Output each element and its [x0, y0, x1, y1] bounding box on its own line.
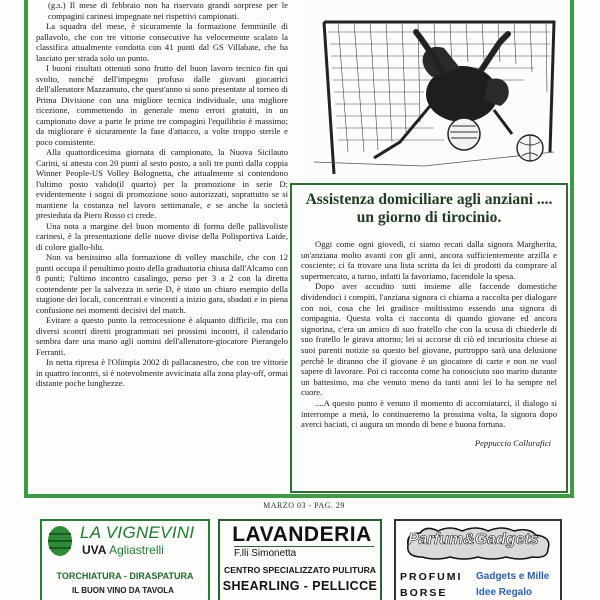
ad-lavanderia: [218, 519, 382, 600]
page-frame-left: [24, 0, 28, 498]
article-paragraph: (g.s.) Il mese di febbraio non ha riservato grandi sorprese per le compagini carinesi impegnate nei rispettivi campionati.: [48, 0, 288, 21]
ad-logo-text: [408, 531, 539, 549]
page-frame-right: [570, 0, 574, 498]
logo-ampersand: &: [463, 531, 475, 548]
elderly-care-article: [290, 183, 568, 493]
article-paragraph: La squadra del mese, è sicuramente la formazione femminile di pallavolo, che con tre vittorie consecutive ha velocemente scalato la classifica attualmente condotta con 41 punti dal GS Villabate, che ha lasciato per strada solo un punto.: [36, 21, 288, 63]
barrel-icon: [46, 525, 74, 557]
cartoon-illustration: [304, 2, 562, 178]
ad-item: Gadgets e Mille: [476, 571, 550, 582]
page-frame-bottom: [24, 494, 574, 498]
article-paragraph: Oggi come ogni giovedì, ci siamo recati dalla signora Margherita, un'anziana molto avanti con gli anni, ancora sufficientemente arzilla e cosciente; ci fa trovare una lista scritta da lei di prodotti da comprare al supermercato, a turno, infatti la favoriamo, facendole la spesa.: [301, 239, 557, 281]
ad-subtitle: [82, 543, 164, 557]
ad-services: TORCHIATURA - DIRASPATURA: [56, 571, 194, 581]
ad-tagline: IL BUON VINO DA TAVOLA: [72, 586, 174, 595]
divider: [234, 546, 374, 547]
ad-line-1: CENTRO SPECIALIZZATO PULITURA: [224, 565, 376, 575]
article-paragraph: I buoni risultati ottenuti sono frutto del buon lavoro tecnico fin qui svolto, nonché dell'impegno profuso dalle giovani giocatrici dell'allenatore Mazzamuto, che quest'anno si sono presentate al torneo di Prima Divisione con una migliore tecnica individuale, una migliore ricezione, commettendo in generale meno errori gratuiti, in un campionato dove a parte le prime tre compagini l'equilibrio è massimo; da migliorare è sicuramente la fase d'attacco, a volte troppo sterile e poco consistente.: [36, 63, 288, 147]
ad-uva: UVA: [82, 543, 107, 557]
article-paragraph: Evitare a questo punto la retrocessione è alquanto difficile, ma con diversi scontri diretti programmati nei prossimi incontri, il calendario sembra dare una mano agli uomini dell'allenatore-giocatore Pierangelo Ferranti.: [36, 315, 288, 357]
logo-parfum: Parfum: [408, 531, 464, 548]
ad-right-list: [476, 569, 549, 600]
article-paragraph: Non va benissimo alla formazione di volley maschile, che con 12 punti occupa il penultimo posto della graduatoria chiusa dall'Alcamo con 8 punti; l'ultimo incontro casalingo, perso per 3 a 2 con la diretta contendente per la salvezza in serie D, è stato un chiaro esempio della stagione dei locali, concentrati e vincenti a inizio gara, sbadati e in piena confusione nei momenti decisivi del match.: [36, 252, 288, 315]
article-paragraph: Una nota a margine del buon momento di forma delle pallavoliste carinesi, è la presentazione delle nuove divise della Polisportiva Laide, di colore giallo-blu.: [36, 220, 288, 252]
article-paragraph: ....A questo punto è venuto il momento di accomiatarci, il dialogo si interrompe a metà, lo continueremo la prossima volta, la signora dopo averci baciati, ci augura un mondo di bene e buona fortuna.: [301, 397, 557, 430]
article-paragraph: In netta ripresa è l'Olimpia 2002 di pallacanestro, che con tre vittorie in quattro incontri, si è notevolmente avvicinata alla zona play-off, ormai distante poche lunghezze.: [36, 357, 288, 388]
article-author: Peppuccio Collurafici: [474, 437, 551, 448]
article-paragraph: Alla quattordicesima giornata di campionato, la Nuova Sicilauto Carini, si attesta con 20 punti al sesto posto, a soli tre punti dalla coppia Winner People-US Volley Bolognetta, che attualmente si contendono l'ultimo posto valido(il quarto) per la promozione in serie D; evidentemente i sogni di promozione sono autorizzati, soprattutto se si mantiene la costanza nel lavoro settimanale, e se anche la società presieduta da Piero Rosso ci crede.: [36, 147, 288, 220]
ad-item: BORSE: [400, 587, 448, 599]
sports-article: [36, 0, 288, 493]
article-body: [301, 239, 557, 430]
logo-gadgets: Gadgets: [474, 531, 539, 548]
ad-left-list: [400, 569, 462, 600]
ad-parfum-gadgets: [394, 519, 562, 600]
ad-place: Agliastrelli: [109, 543, 164, 557]
ad-title: LA VIGNEVINI: [80, 523, 195, 542]
ad-title: LAVANDERIA: [232, 523, 372, 546]
ad-la-vignevini: [40, 519, 210, 600]
article-title: Assistenza domiciliare agli anziani .... un giorno di tirocinio.: [305, 191, 553, 226]
ad-item: Idee Regalo: [476, 587, 533, 598]
ad-item: PROFUMI: [400, 571, 463, 583]
article-paragraph: Dopo aver accudito tutti insieme alle faccende domestiche dividendoci i compiti, l'anziana signora ci chiama a raccolta per dialogare con noi, cosa che lei gradisce moltissimo essendo una signora di compagnia. Questa volta ci racconta di quando giovane ed ancora signorina, c'era un amico di suo fratello che con la scusa di chiederle di suo fratello le girava attorno; lei si accorse di ciò ed incuriosita chiese ai suoi parenti notizie su questo bel giovane, purtroppo sarà una delusione perchè le diranno che il giovane è un giocatore di carte e non ne vuol sapere di lavorare. Poi ci racconta come ha conosciuto suo marito durante un battesimo, ma che venuto meno da tanti anni lei lo ha sempre nel cuore.: [301, 281, 557, 398]
page-number-label: MARZO 03 - PAG. 29: [263, 501, 345, 510]
ad-line-2: SHEARLING - PELLICCE: [222, 579, 378, 593]
ad-subtitle: F.lli Simonetta: [234, 548, 297, 559]
